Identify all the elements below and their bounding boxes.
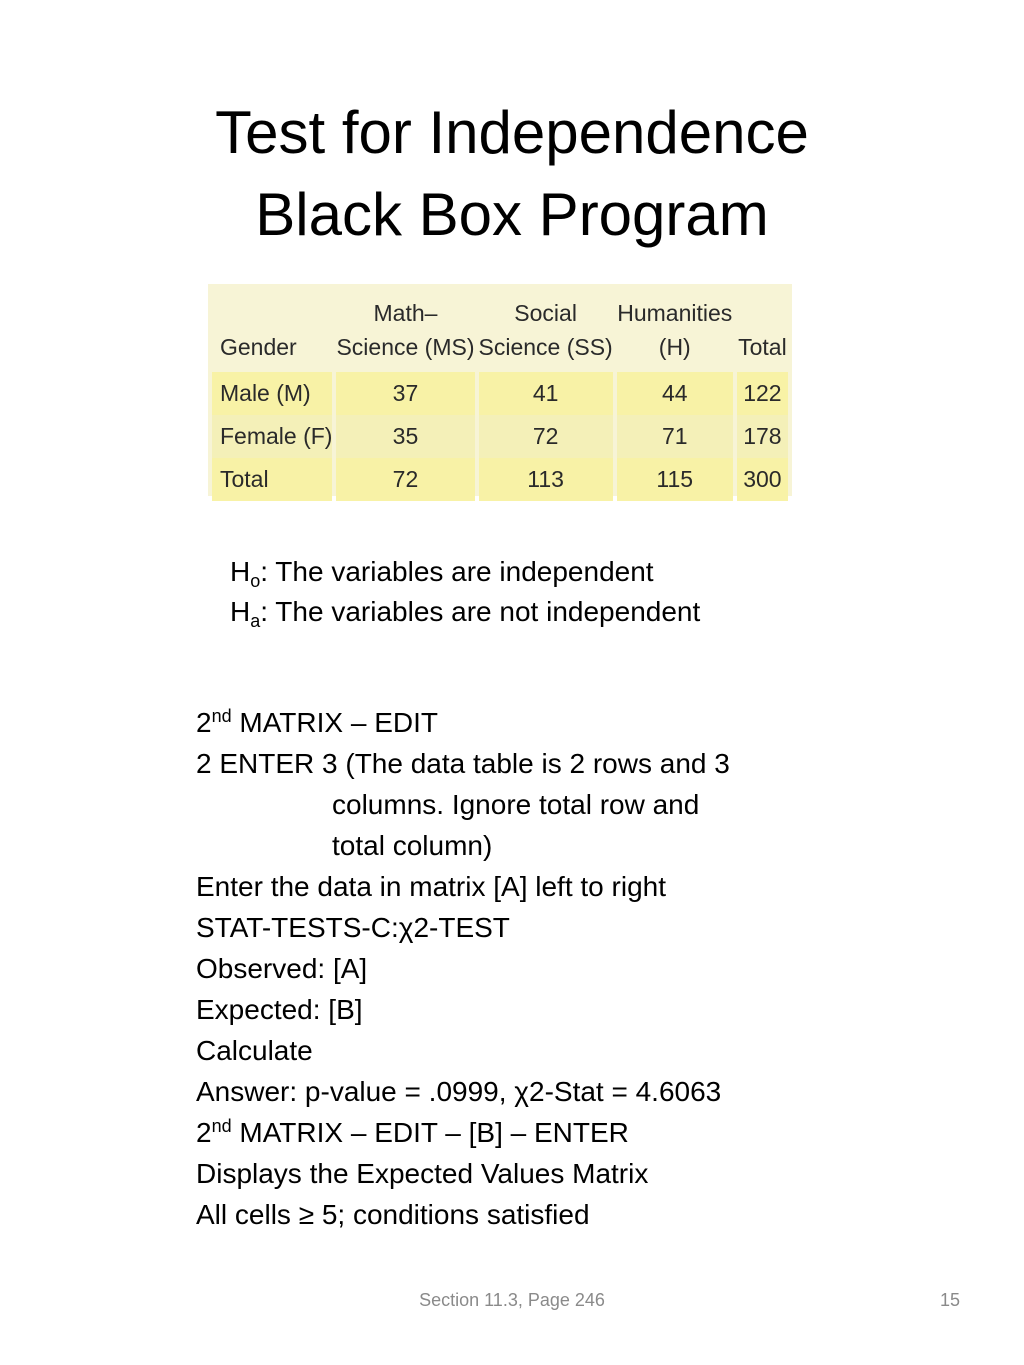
row-label: Female (F) (212, 415, 332, 458)
table-header-row (212, 284, 788, 372)
row-label: Total (212, 458, 332, 501)
row-label: Male (M) (212, 372, 332, 415)
footer-reference: Section 11.3, Page 246 (419, 1290, 605, 1310)
contingency-table (208, 284, 792, 501)
step-line: Enter the data in matrix [A] left to right (196, 871, 666, 902)
cell-ms: 35 (336, 415, 474, 458)
step-line: Displays the Expected Values Matrix (196, 1158, 649, 1189)
header-humanities: Humanities (H) (617, 300, 733, 360)
header-gender: Gender (220, 334, 297, 360)
contingency-table-image (208, 284, 792, 496)
page-number: 15 (939, 1290, 960, 1310)
cell-ms: 72 (336, 458, 474, 501)
title-line-1: Test for Independence (215, 99, 809, 166)
step-line: total column) (332, 830, 493, 861)
cell-h: 115 (617, 458, 733, 501)
header-math-science: Math– Science (MS) (336, 300, 475, 360)
cell-total: 122 (737, 372, 788, 415)
step-line: columns. Ignore total row and (332, 789, 700, 820)
cell-ss: 72 (479, 415, 613, 458)
step-line: All cells ≥ 5; conditions satisfied (196, 1199, 590, 1230)
cell-ms: 37 (336, 372, 474, 415)
cell-h: 71 (617, 415, 733, 458)
cell-h: 44 (617, 372, 733, 415)
table-row (212, 415, 788, 458)
slide-title (0, 92, 1024, 256)
cell-total: 300 (737, 458, 788, 501)
step-line: Observed: [A] (196, 953, 368, 984)
step-line: 2 ENTER 3 (The data table is 2 rows and 3 (196, 748, 730, 779)
table-row (212, 458, 788, 501)
table-row (212, 372, 788, 415)
cell-ss: 41 (479, 372, 613, 415)
step-line: 2nd MATRIX – EDIT (196, 706, 438, 738)
alternative-hypothesis: $H_a$: The variables are not independent (230, 596, 701, 631)
answer-line: Answer: p-value = .0999, χ2-Stat = 4.6063 (196, 1076, 722, 1107)
header-social-science: Social Science (SS) (478, 300, 613, 360)
cell-ss: 113 (479, 458, 613, 501)
step-line: Calculate (196, 1035, 313, 1066)
cell-total: 178 (737, 415, 788, 458)
null-hypothesis: $H_o$: The variables are independent (230, 556, 654, 591)
title-line-2: Black Box Program (255, 181, 769, 248)
header-total: Total (738, 334, 787, 360)
hypotheses (230, 552, 700, 632)
step-line: Expected: [B] (196, 994, 363, 1025)
calculator-steps (196, 702, 836, 1235)
step-line: 2nd MATRIX – EDIT – [B] – ENTER (196, 1116, 629, 1148)
step-line: STAT-TESTS-C:χ2-TEST (196, 912, 510, 943)
